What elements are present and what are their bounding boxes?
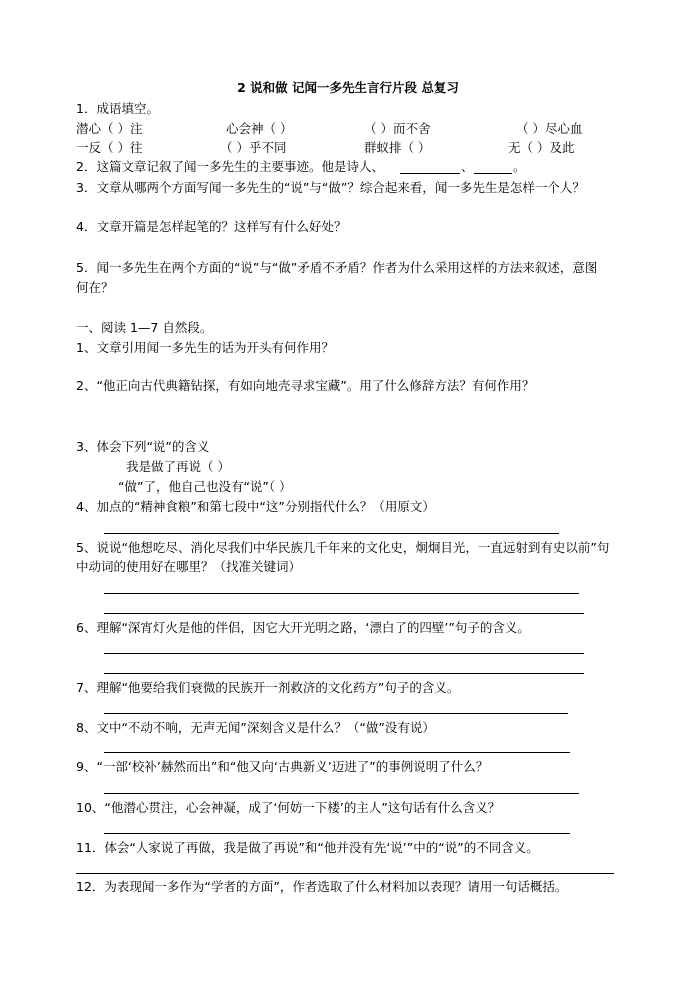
page-title: 2 说和做 记闻一多先生言行片段 总复习 [237, 80, 459, 95]
answer-line[interactable] [76, 873, 614, 874]
reading-question-5-line1: 5、说说“他想吃尽、消化尽我们中华民族几千年来的文化史，炯炯目光，一直远射到有史以前”句 [76, 540, 610, 555]
reading-question-9: 9、“一部‘校补’赫然而出”和“他又向‘古典新义’迈进了”的事例说明了什么？ [76, 759, 489, 774]
question-2: 2．这篇文章记叙了闻一多先生的主要事迹。他是诗人、 [76, 159, 384, 174]
answer-blank[interactable] [474, 173, 512, 174]
answer-line[interactable] [104, 793, 579, 794]
reading-question-12: 12．为表现闻一多作为“学者的方面”，作者选取了什么材料加以表现？请用一句话概括。 [76, 879, 568, 894]
answer-line[interactable] [104, 533, 559, 534]
reading-question-3b[interactable]: “做”了，他自己也没有“说”（ ） [118, 479, 292, 494]
answer-line[interactable] [104, 713, 568, 714]
answer-line[interactable] [104, 833, 570, 834]
idiom-blank[interactable]: 潜心（ ）注 [76, 121, 143, 136]
question-4: 4．文章开篇是怎样起笔的？这样写有什么好处？ [76, 219, 347, 234]
answer-line[interactable] [104, 752, 570, 753]
answer-blank[interactable] [400, 173, 460, 174]
idiom-blank[interactable]: （ ）尽心血 [516, 121, 583, 136]
reading-question-4: 4、加点的“精神食粮”和第七段中“这”分别指代什么？（用原文） [76, 499, 435, 514]
idiom-blank[interactable]: （ ）乎不同 [220, 140, 287, 155]
reading-heading: 一、阅读 1—7 自然段。 [76, 320, 213, 335]
idiom-blank[interactable]: （ ）而不舍 [364, 121, 431, 136]
idiom-blank[interactable]: 一反（ ）往 [76, 140, 143, 155]
question-5-line1: 5．闻一多先生在两个方面的“说”与“做”矛盾不矛盾？作者为什么采用这样的方法来叙述，意图 [76, 260, 598, 275]
idiom-blank[interactable]: 无（ ）及此 [508, 140, 575, 155]
reading-question-11: 11．体会“人家说了再做，我是做了再说”和“他并没有先‘说’”中的“说”的不同含义。 [76, 840, 539, 855]
idiom-blank[interactable]: 心会神（ ） [226, 121, 293, 136]
question-5-line2: 何在？ [76, 280, 114, 295]
reading-question-7: 7、理解“他要给我们衰微的民族开一剂救济的文化药方”句子的含义。 [76, 680, 460, 695]
question-1-heading: 1．成语填空。 [76, 101, 159, 116]
reading-question-6: 6、理解“深宵灯火是他的伴侣，因它大开光明之路，‘漂白了的四壁’”句子的含义。 [76, 620, 530, 635]
question-3: 3．文章从哪两个方面写闻一多先生的“说”与“做”？综合起来看，闻一多先生是怎样一个人？ [76, 180, 585, 195]
answer-line[interactable] [104, 673, 584, 674]
question-2-separator: 、 [461, 159, 474, 174]
reading-question-10: 10、“他潜心贯注，心会神凝，成了‘何妨一下楼’的主人”这句话有什么含义？ [76, 800, 501, 815]
reading-question-3a[interactable]: 我是做了再说（ ） [126, 459, 230, 474]
answer-line[interactable] [104, 653, 584, 654]
answer-line[interactable] [104, 613, 584, 614]
reading-question-5-line2: 中动词的使用好在哪里？（找准关键词） [76, 559, 302, 574]
reading-question-2: 2、“他正向古代典籍钻探，有如向地壳寻求宝藏”。用了什么修辞方法？有何作用？ [76, 378, 535, 393]
reading-question-1: 1、文章引用闻一多先生的话为开头有何作用？ [76, 340, 334, 355]
reading-question-3: 3、体会下列“说”的含义 [76, 439, 210, 454]
reading-question-8: 8、文中“不动不响，无声无闻”深刻含义是什么？（“做”没有说） [76, 720, 435, 735]
idiom-blank[interactable]: 群蚁排（ ） [364, 140, 431, 155]
question-2-end: 。 [513, 159, 526, 174]
answer-line[interactable] [104, 593, 579, 594]
